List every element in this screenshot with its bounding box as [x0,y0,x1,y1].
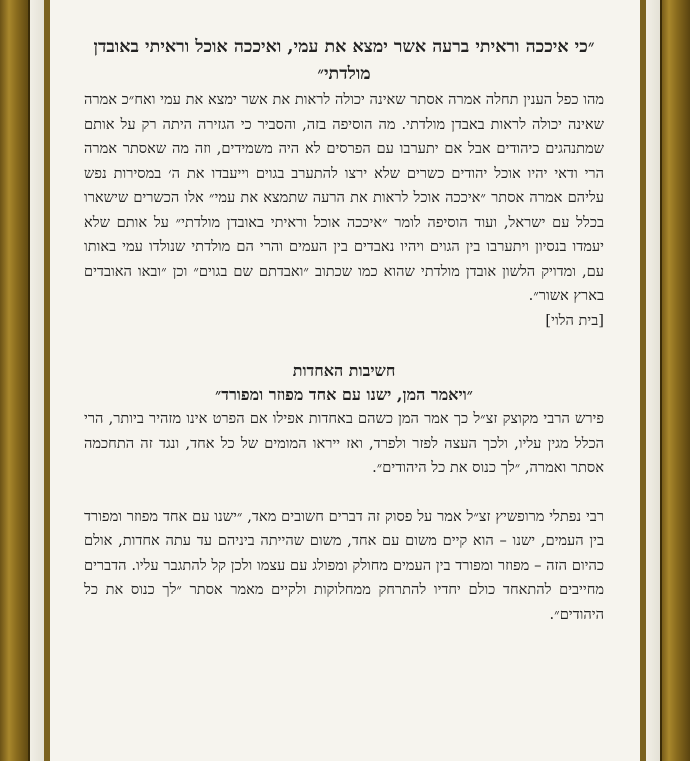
left-gold-frame [0,0,30,761]
section1-source: [בית הלוי] [545,311,604,329]
right-gold-frame [660,0,690,761]
section1-body: מהו כפל הענין תחלה אמרה אסתר שאינה יכולה לראות את אשר ימצא את עמי ואח״כ אמרה שאינה יכולה לראות באבדן מולדתי. מה הוסיפה בזה, והסביר כי הגזירה היתה רק על אותם שמתנהגים כיהודים אבל אם יתערבו עם הפרסים לא היה משמידים, וזה מה שאסתר אמרה הרי ודאי יהיו אוכל יהודים כשרים שלא ירצו להתערב בגוים וייעבדו את ה׳ במסירות נפש עליהם אמרה אסתר ״איככה אוכל לראות את הרעה שתמצא את עמי״ אלו הכשרים שישארו בכלל עם ישראל, ועוד הוסיפה לומר ״איככה אוכל וראיתי באובדן מולדתי״ על אותם שלא יעמדו בנסיון ויתערבו בין הגוים ויהיו נאבדים בין העמים והרי הם מולדתי שנולדו עמי באותו עם, ומדויק הלשון אובדן מולדתי שהוא כמו שכתוב ״ואבדתם שם בגוים״ וכן ״ובאו האובדים בארץ אשור״. [84,91,604,304]
right-inner-border [640,0,660,761]
section2-title: חשיבות האחדות [292,361,396,380]
section3-body: רבי נפתלי מרופשיץ זצ״ל אמר על פסוק זה דברים חשובים מאד, ״ישנו עם אחד מפוזר ומפורד בין העמים, ישנו – הוא קיים משום עם אחד, משום שהייתה ביניהם עד עתה אחדות, אולם כהיום הזה – מפוזר ומפורד בין העמים מחולק ומפולג עם עצמו ולכן קל להתגבר עליו. הדברים מחייבים להתאחד כולם יחדיו להתרחק ממחלוקות ולקיים מאמר אסתר ״לך כנוס את כל היהודים״. [84,507,604,623]
section1-title: ״כי איככה וראיתי ברעה אשר ימצא את עמי, ואיככה אוכל וראיתי באובדן מולדתי״ [93,37,595,84]
section2-body: פירש הרבי מקוצק זצ״ל כך אמר המן כשהם באחדות אפילו אם הפרט אינו מזהיר ביותר, הרי הכלל מגין עליו, ולכך העצה לפזר ולפרד, ואז ייראו המומים של כל אחד, ונגד זה התחכמה אסתר ואמרה, ״לך כנוס את כל היהודים״. [84,410,604,476]
article-content [84,0,604,761]
left-inner-border [30,0,50,761]
section2-subtitle: ״ויאמר המן, ישנו עם אחד מפוזר ומפורד״ [215,385,473,404]
